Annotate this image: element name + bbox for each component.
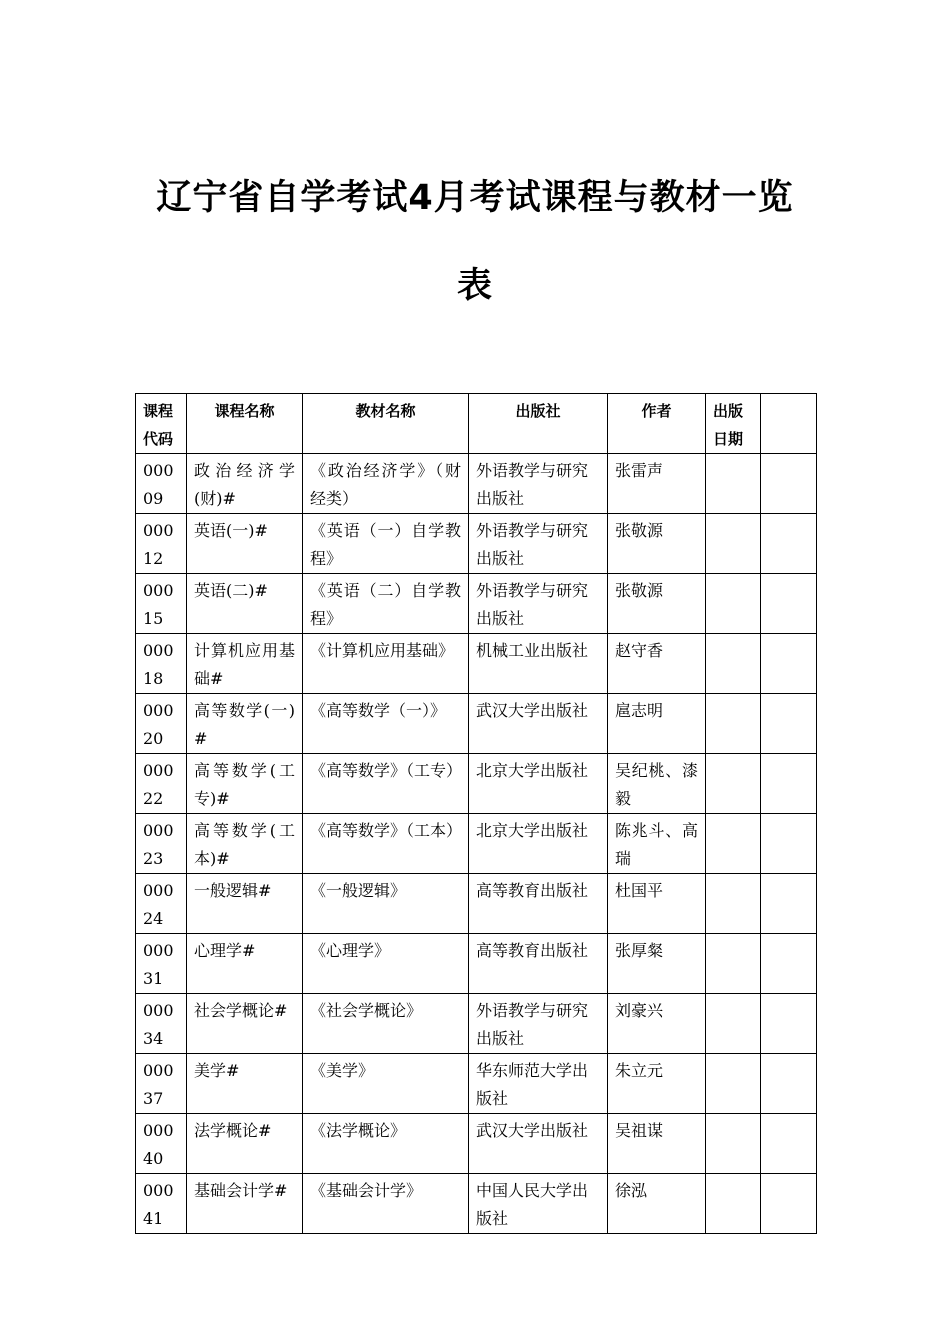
cell-publish-date bbox=[706, 874, 761, 934]
table-row bbox=[136, 1114, 817, 1174]
table-row bbox=[136, 1054, 817, 1114]
cell-publish-date bbox=[706, 454, 761, 514]
cell-course-name: 法学概论# bbox=[187, 1114, 303, 1174]
cell-author: 张雷声 bbox=[608, 454, 706, 514]
cell-author: 张敬源 bbox=[608, 574, 706, 634]
cell-course-name: 政治经济学(财)# bbox=[187, 454, 303, 514]
cell-publish-date bbox=[706, 1114, 761, 1174]
cell-publisher: 武汉大学出版社 bbox=[469, 694, 608, 754]
cell-extra bbox=[761, 754, 817, 814]
cell-publisher: 中国人民大学出版社 bbox=[469, 1174, 608, 1234]
cell-textbook-name: 《高等数学》（工本） bbox=[303, 814, 469, 874]
header-textbook-name: 教材名称 bbox=[303, 394, 469, 454]
cell-course-name: 心理学# bbox=[187, 934, 303, 994]
header-publisher: 出版社 bbox=[469, 394, 608, 454]
cell-textbook-name: 《法学概论》 bbox=[303, 1114, 469, 1174]
cell-publish-date bbox=[706, 814, 761, 874]
cell-course-name: 计算机应用基础# bbox=[187, 634, 303, 694]
cell-publisher: 高等教育出版社 bbox=[469, 874, 608, 934]
cell-course-code: 00024 bbox=[136, 874, 187, 934]
cell-extra bbox=[761, 634, 817, 694]
cell-course-name: 社会学概论# bbox=[187, 994, 303, 1054]
cell-author: 赵守香 bbox=[608, 634, 706, 694]
cell-publisher: 外语教学与研究出版社 bbox=[469, 574, 608, 634]
cell-publisher: 外语教学与研究出版社 bbox=[469, 514, 608, 574]
cell-textbook-name: 《英语（一）自学教程》 bbox=[303, 514, 469, 574]
cell-extra bbox=[761, 814, 817, 874]
header-publish-date: 出版日期 bbox=[706, 394, 761, 454]
cell-publish-date bbox=[706, 514, 761, 574]
cell-extra bbox=[761, 514, 817, 574]
header-course-name: 课程名称 bbox=[187, 394, 303, 454]
table-header-row bbox=[136, 394, 817, 454]
document-title-line2: 表 bbox=[456, 266, 493, 306]
cell-course-code: 00023 bbox=[136, 814, 187, 874]
cell-course-code: 00040 bbox=[136, 1114, 187, 1174]
cell-course-code: 00018 bbox=[136, 634, 187, 694]
cell-extra bbox=[761, 934, 817, 994]
cell-publisher: 外语教学与研究出版社 bbox=[469, 994, 608, 1054]
cell-author: 张厚粲 bbox=[608, 934, 706, 994]
cell-extra bbox=[761, 454, 817, 514]
cell-publish-date bbox=[706, 994, 761, 1054]
cell-course-name: 高等数学(工专)# bbox=[187, 754, 303, 814]
table-row bbox=[136, 814, 817, 874]
table-row bbox=[136, 514, 817, 574]
cell-course-code: 00022 bbox=[136, 754, 187, 814]
cell-extra bbox=[761, 1174, 817, 1234]
cell-author: 吴祖谋 bbox=[608, 1114, 706, 1174]
cell-course-code: 00031 bbox=[136, 934, 187, 994]
cell-author: 吴纪桃、漆毅 bbox=[608, 754, 706, 814]
table-row bbox=[136, 694, 817, 754]
cell-course-code: 00015 bbox=[136, 574, 187, 634]
cell-publish-date bbox=[706, 1174, 761, 1234]
cell-textbook-name: 《美学》 bbox=[303, 1054, 469, 1114]
cell-author: 刘豪兴 bbox=[608, 994, 706, 1054]
cell-course-code: 00009 bbox=[136, 454, 187, 514]
cell-publisher: 外语教学与研究出版社 bbox=[469, 454, 608, 514]
cell-extra bbox=[761, 874, 817, 934]
cell-course-code: 00041 bbox=[136, 1174, 187, 1234]
document-title-line1: 辽宁省自学考试4月考试课程与教材一览 bbox=[156, 178, 794, 218]
header-extra bbox=[761, 394, 817, 454]
cell-publisher: 机械工业出版社 bbox=[469, 634, 608, 694]
cell-course-name: 英语(一)# bbox=[187, 514, 303, 574]
cell-textbook-name: 《高等数学（一）》 bbox=[303, 694, 469, 754]
cell-textbook-name: 《政治经济学》（财经类） bbox=[303, 454, 469, 514]
cell-publish-date bbox=[706, 574, 761, 634]
table-row bbox=[136, 994, 817, 1054]
cell-textbook-name: 《心理学》 bbox=[303, 934, 469, 994]
cell-textbook-name: 《基础会计学》 bbox=[303, 1174, 469, 1234]
cell-textbook-name: 《高等数学》（工专） bbox=[303, 754, 469, 814]
cell-publish-date bbox=[706, 634, 761, 694]
cell-extra bbox=[761, 574, 817, 634]
cell-textbook-name: 《计算机应用基础》 bbox=[303, 634, 469, 694]
cell-publish-date bbox=[706, 754, 761, 814]
cell-extra bbox=[761, 994, 817, 1054]
cell-author: 张敬源 bbox=[608, 514, 706, 574]
cell-course-code: 00020 bbox=[136, 694, 187, 754]
cell-author: 朱立元 bbox=[608, 1054, 706, 1114]
header-course-code: 课程代码 bbox=[136, 394, 187, 454]
cell-course-code: 00037 bbox=[136, 1054, 187, 1114]
cell-course-name: 一般逻辑# bbox=[187, 874, 303, 934]
cell-course-name: 英语(二)# bbox=[187, 574, 303, 634]
table-row bbox=[136, 454, 817, 514]
cell-publisher: 武汉大学出版社 bbox=[469, 1114, 608, 1174]
cell-textbook-name: 《社会学概论》 bbox=[303, 994, 469, 1054]
table-row bbox=[136, 874, 817, 934]
cell-course-name: 基础会计学# bbox=[187, 1174, 303, 1234]
cell-extra bbox=[761, 1054, 817, 1114]
cell-textbook-name: 《英语（二）自学教程》 bbox=[303, 574, 469, 634]
cell-publish-date bbox=[706, 1054, 761, 1114]
cell-publisher: 北京大学出版社 bbox=[469, 754, 608, 814]
cell-extra bbox=[761, 1114, 817, 1174]
cell-course-name: 高等数学(工本)# bbox=[187, 814, 303, 874]
table-row bbox=[136, 754, 817, 814]
course-textbook-table bbox=[135, 393, 817, 1234]
cell-publisher: 北京大学出版社 bbox=[469, 814, 608, 874]
cell-author: 杜国平 bbox=[608, 874, 706, 934]
cell-author: 徐泓 bbox=[608, 1174, 706, 1234]
cell-course-code: 00012 bbox=[136, 514, 187, 574]
header-author: 作者 bbox=[608, 394, 706, 454]
table-row bbox=[136, 934, 817, 994]
cell-publish-date bbox=[706, 694, 761, 754]
cell-author: 扈志明 bbox=[608, 694, 706, 754]
cell-textbook-name: 《一般逻辑》 bbox=[303, 874, 469, 934]
table-row bbox=[136, 574, 817, 634]
table-row bbox=[136, 634, 817, 694]
cell-course-name: 高等数学(一)# bbox=[187, 694, 303, 754]
cell-publisher: 华东师范大学出版社 bbox=[469, 1054, 608, 1114]
cell-extra bbox=[761, 694, 817, 754]
cell-author: 陈兆斗、高瑞 bbox=[608, 814, 706, 874]
cell-publisher: 高等教育出版社 bbox=[469, 934, 608, 994]
cell-course-name: 美学# bbox=[187, 1054, 303, 1114]
table-row bbox=[136, 1174, 817, 1234]
cell-course-code: 00034 bbox=[136, 994, 187, 1054]
cell-publish-date bbox=[706, 934, 761, 994]
table-body bbox=[136, 454, 817, 1234]
